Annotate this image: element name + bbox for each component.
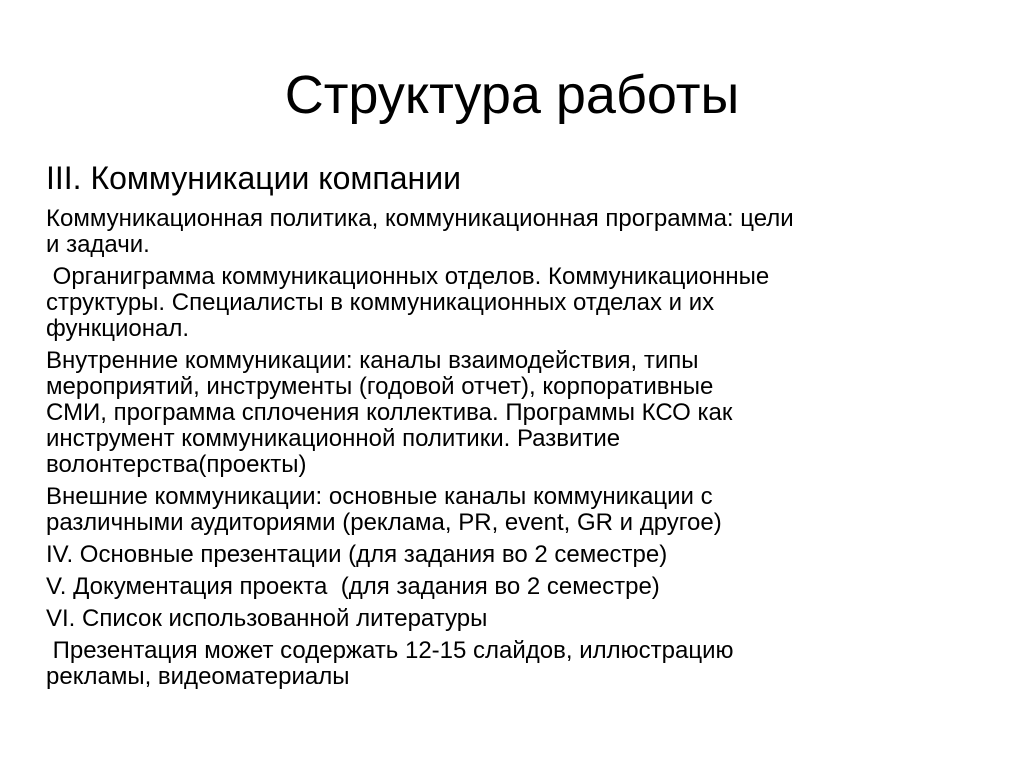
paragraph-line: Органиграмма коммуникационных отделов. Коммуникационные — [46, 263, 770, 290]
paragraph-line: функционал. — [46, 315, 190, 342]
paragraph-line: Коммуникационная политика, коммуникационная программа: цели — [46, 205, 794, 232]
paragraph-section-v — [46, 574, 966, 600]
paragraph-external-communications — [46, 484, 966, 536]
paragraph-line: и задачи. — [46, 231, 150, 258]
paragraph-line: Внешние коммуникации: основные каналы коммуникации с — [46, 483, 713, 510]
paragraph-presentation-note — [46, 638, 966, 690]
paragraph-communication-policy — [46, 206, 966, 258]
paragraph-line: волонтерства(проекты) — [46, 451, 307, 478]
paragraph-line: IV. Основные презентации (для задания во 2 семестре) — [46, 541, 668, 568]
paragraph-line: рекламы, видеоматериалы — [46, 663, 350, 690]
slide-content — [46, 206, 966, 696]
paragraph-section-iv — [46, 542, 966, 568]
paragraph-line: СМИ, программа сплочения коллектива. Программы КСО как — [46, 399, 733, 426]
paragraph-line: различными аудиториями (реклама, PR, event, GR и другое) — [46, 509, 722, 536]
section-heading: III. Коммуникации компании — [46, 160, 461, 196]
paragraph-line: структуры. Специалисты в коммуникационных отделах и их — [46, 289, 715, 316]
paragraph-line: инструмент коммуникационной политики. Развитие — [46, 425, 621, 452]
paragraph-line: мероприятий, инструменты (годовой отчет), корпоративные — [46, 373, 714, 400]
paragraph-internal-communications — [46, 348, 966, 478]
paragraph-organigram — [46, 264, 966, 342]
paragraph-line: Презентация может содержать 12-15 слайдов, иллюстрацию — [46, 637, 734, 664]
paragraph-line: VI. Список использованной литературы — [46, 605, 488, 632]
paragraph-line: Внутренние коммуникации: каналы взаимодействия, типы — [46, 347, 699, 374]
slide-title: Структура работы — [284, 65, 740, 125]
paragraph-line: V. Документация проекта (для задания во 2 семестре) — [46, 573, 660, 600]
paragraph-section-vi — [46, 606, 966, 632]
